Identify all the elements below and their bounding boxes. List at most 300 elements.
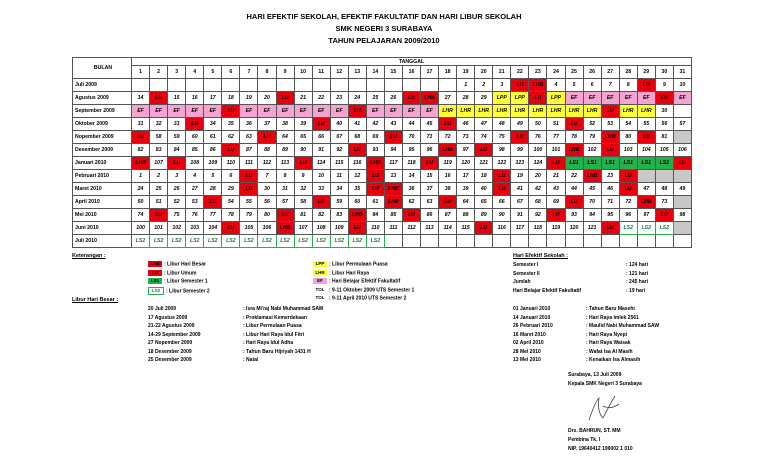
- day-cell: 39: [457, 183, 475, 196]
- day-number: 19: [457, 66, 475, 79]
- day-cell: 27: [186, 183, 204, 196]
- day-cell: 87: [439, 209, 457, 222]
- day-cell: LS2: [637, 222, 655, 235]
- day-cell: 106: [258, 222, 276, 235]
- day-cell: 52: [168, 196, 186, 209]
- month-label: Januari 2010: [73, 157, 132, 170]
- month-label: Oktober 2009: [73, 118, 132, 131]
- day-cell: LU: [294, 157, 312, 170]
- day-cell: 53: [186, 196, 204, 209]
- day-cell: 8: [619, 79, 637, 92]
- holiday-date: 18 Desember 2009: [148, 348, 192, 355]
- day-cell: 10: [673, 79, 691, 92]
- day-cell: [673, 222, 691, 235]
- day-number: 17: [421, 66, 439, 79]
- day-cell: 115: [330, 157, 348, 170]
- day-cell: 41: [511, 183, 529, 196]
- day-number: 7: [240, 66, 258, 79]
- legend-swatch: LS1: [148, 278, 162, 284]
- day-cell: LU: [276, 209, 294, 222]
- sign-place-date: Surabaya, 13 Juli 2009: [568, 372, 622, 378]
- day-cell: 101: [150, 222, 168, 235]
- holiday-desc: : Maulid Nabi Muhammad SAW: [586, 323, 660, 329]
- day-cell: 56: [258, 196, 276, 209]
- day-cell: LU: [366, 170, 384, 183]
- day-cell: 40: [475, 183, 493, 196]
- efektif-label: Semester I: [513, 262, 539, 268]
- efektif-label: Hari Belajar Efektif Fakultatif: [513, 287, 582, 294]
- legend-label: : Hari Belajar Efektif Fakultatif: [329, 278, 401, 285]
- day-cell: 104: [204, 222, 222, 235]
- day-cell: LU: [348, 105, 366, 118]
- day-cell: LU: [493, 183, 511, 196]
- day-cell: 97: [637, 209, 655, 222]
- day-cell: 33: [312, 183, 330, 196]
- legend-label: : 9-11 April 2010 UTS Semester 2: [329, 295, 407, 302]
- day-cell: 102: [168, 222, 186, 235]
- table-row: [73, 92, 692, 105]
- day-cell: LS2: [204, 235, 222, 248]
- holiday-date: 26 Pebruari 2010: [513, 323, 553, 329]
- day-cell: 1: [132, 170, 150, 183]
- day-cell: 85: [186, 144, 204, 157]
- day-cell: LU: [529, 92, 547, 105]
- day-cell: 29: [222, 183, 240, 196]
- day-cell: LHR: [493, 105, 511, 118]
- day-cell: [655, 170, 673, 183]
- day-cell: 88: [258, 144, 276, 157]
- day-cell: LPP: [493, 92, 511, 105]
- day-cell: 72: [439, 131, 457, 144]
- month-label: Juli 2009: [73, 79, 132, 92]
- table-row: [73, 131, 692, 144]
- legend-label: : Libur Hari Besar: [164, 261, 206, 268]
- holiday-desc: : Natal: [243, 357, 259, 363]
- day-cell: 8: [276, 170, 294, 183]
- day-cell: [673, 235, 691, 248]
- day-cell: 101: [547, 144, 565, 157]
- legend-swatch: LS2: [148, 287, 164, 295]
- day-cell: 118: [529, 222, 547, 235]
- day-cell: 107: [150, 157, 168, 170]
- holiday-desc: : Tahun Baru Hijriyah 1431 H: [243, 348, 311, 355]
- day-cell: 35: [348, 183, 366, 196]
- day-cell: 30: [258, 183, 276, 196]
- day-number: 4: [186, 66, 204, 79]
- day-cell: LU: [421, 157, 439, 170]
- day-cell: LU: [168, 157, 186, 170]
- day-cell: 62: [402, 196, 420, 209]
- day-cell: EF: [240, 105, 258, 118]
- day-cell: 46: [457, 118, 475, 131]
- efektif-title: Hari Efektif Sekolah :: [513, 253, 569, 259]
- day-cell: [529, 235, 547, 248]
- day-cell: 122: [493, 157, 511, 170]
- day-cell: 120: [457, 157, 475, 170]
- day-cell: LHR: [583, 105, 601, 118]
- day-cell: 85: [384, 209, 402, 222]
- table-row: [73, 170, 692, 183]
- day-cell: 55: [240, 196, 258, 209]
- day-cell: 38: [276, 118, 294, 131]
- day-cell: LS2: [312, 235, 330, 248]
- day-number: 3: [168, 66, 186, 79]
- day-cell: LU: [366, 183, 384, 196]
- day-cell: [204, 79, 222, 92]
- day-cell: 49: [673, 183, 691, 196]
- day-cell: 116: [493, 222, 511, 235]
- day-cell: [475, 235, 493, 248]
- day-cell: 114: [312, 157, 330, 170]
- day-cell: LU: [222, 222, 240, 235]
- day-number: 13: [348, 66, 366, 79]
- day-cell: 54: [222, 196, 240, 209]
- day-cell: EF: [421, 105, 439, 118]
- day-cell: [637, 170, 655, 183]
- day-cell: [258, 79, 276, 92]
- legend-label: : Libur Permulaan Puasa: [329, 261, 388, 268]
- day-cell: LHR: [565, 105, 583, 118]
- day-cell: 117: [511, 222, 529, 235]
- day-cell: 5: [204, 170, 222, 183]
- day-cell: LS1: [583, 157, 601, 170]
- day-cell: [402, 79, 420, 92]
- day-cell: [565, 235, 583, 248]
- month-label: Nopember 2009: [73, 131, 132, 144]
- day-cell: 50: [132, 196, 150, 209]
- day-cell: LU: [637, 79, 655, 92]
- day-cell: EF: [276, 105, 294, 118]
- day-cell: [439, 235, 457, 248]
- day-cell: EF: [673, 92, 691, 105]
- day-cell: 12: [348, 170, 366, 183]
- day-cell: 103: [619, 144, 637, 157]
- day-cell: LHR: [529, 105, 547, 118]
- day-cell: 36: [240, 118, 258, 131]
- day-number: 12: [330, 66, 348, 79]
- day-cell: 28: [457, 92, 475, 105]
- day-cell: 45: [421, 118, 439, 131]
- day-cell: 100: [529, 144, 547, 157]
- month-label: Juli 2010: [73, 235, 132, 248]
- holiday-date: 14-29 September 2009: [148, 331, 201, 338]
- day-cell: 16: [186, 92, 204, 105]
- day-number: 29: [637, 66, 655, 79]
- day-cell: 96: [619, 209, 637, 222]
- day-cell: LU: [312, 196, 330, 209]
- day-cell: 100: [132, 222, 150, 235]
- day-cell: LHB: [601, 131, 619, 144]
- holiday-date: 02 April 2010: [513, 340, 544, 346]
- day-cell: EF: [619, 92, 637, 105]
- day-cell: 86: [421, 209, 439, 222]
- day-cell: 115: [457, 222, 475, 235]
- day-cell: 46: [601, 183, 619, 196]
- day-number: 25: [565, 66, 583, 79]
- day-cell: 93: [366, 144, 384, 157]
- day-cell: 43: [384, 118, 402, 131]
- day-cell: 113: [421, 222, 439, 235]
- day-cell: 105: [655, 144, 673, 157]
- day-cell: 74: [475, 131, 493, 144]
- day-cell: 87: [240, 144, 258, 157]
- day-cell: 15: [168, 92, 186, 105]
- holiday-desc: : Hari Raya Waisak: [586, 340, 631, 346]
- day-number: 10: [294, 66, 312, 79]
- day-cell: [619, 235, 637, 248]
- day-cell: 35: [222, 118, 240, 131]
- day-cell: [330, 79, 348, 92]
- keterangan-title: Keterangan :: [72, 253, 106, 259]
- day-cell: 75: [168, 209, 186, 222]
- month-header: BULAN: [73, 58, 132, 79]
- day-cell: LU: [565, 118, 583, 131]
- sign-name: Drs. BAHRUN, ST. MM: [568, 428, 621, 434]
- day-cell: 99: [511, 144, 529, 157]
- day-cell: EF: [186, 105, 204, 118]
- day-cell: 30: [655, 105, 673, 118]
- day-cell: 106: [673, 144, 691, 157]
- day-cell: 80: [619, 131, 637, 144]
- day-cell: LPP: [511, 92, 529, 105]
- day-cell: 16: [439, 170, 457, 183]
- day-cell: 17: [204, 92, 222, 105]
- day-cell: LU: [601, 222, 619, 235]
- day-cell: LU: [150, 92, 168, 105]
- day-cell: 92: [529, 209, 547, 222]
- day-cell: 61: [366, 196, 384, 209]
- day-cell: 111: [240, 157, 258, 170]
- day-cell: [583, 235, 601, 248]
- efektif-value: : 124 hari: [626, 262, 648, 268]
- day-cell: LU: [348, 144, 366, 157]
- holiday-desc: : Kenaikan Isa Almasih: [586, 357, 641, 363]
- day-cell: 55: [637, 118, 655, 131]
- table-row: [73, 157, 692, 170]
- day-cell: [421, 79, 439, 92]
- day-cell: 66: [493, 196, 511, 209]
- table-row: [73, 79, 692, 92]
- day-cell: 90: [493, 209, 511, 222]
- day-cell: 104: [637, 144, 655, 157]
- day-number: 27: [601, 66, 619, 79]
- day-cell: 9: [294, 170, 312, 183]
- day-cell: EF: [366, 105, 384, 118]
- day-cell: 51: [547, 118, 565, 131]
- legend-swatch: LPP: [313, 261, 327, 267]
- day-cell: 117: [384, 157, 402, 170]
- day-cell: 34: [204, 118, 222, 131]
- day-number: 5: [204, 66, 222, 79]
- holiday-date: 27 Nopember 2009: [148, 340, 193, 346]
- day-cell: LHR: [511, 105, 529, 118]
- day-cell: LHB: [439, 144, 457, 157]
- day-cell: 9: [655, 79, 673, 92]
- day-cell: LU: [439, 196, 457, 209]
- day-cell: 68: [348, 131, 366, 144]
- day-cell: 97: [457, 144, 475, 157]
- day-cell: 112: [402, 222, 420, 235]
- day-cell: 3: [168, 170, 186, 183]
- day-cell: 47: [637, 183, 655, 196]
- day-cell: 72: [619, 196, 637, 209]
- day-cell: 57: [276, 196, 294, 209]
- day-cell: 26: [168, 183, 186, 196]
- day-cell: LS1: [637, 157, 655, 170]
- day-cell: LU: [402, 92, 420, 105]
- day-cell: 83: [330, 209, 348, 222]
- day-cell: EF: [384, 105, 402, 118]
- day-cell: LU: [619, 183, 637, 196]
- day-cell: [168, 79, 186, 92]
- day-cell: 98: [493, 144, 511, 157]
- day-cell: 95: [601, 209, 619, 222]
- holiday-desc: : Proklamasi Kemerdekaan: [243, 314, 307, 321]
- holiday-desc: : Isra Mi'raj Nabi Muhammad SAW: [243, 306, 324, 312]
- day-cell: 45: [583, 183, 601, 196]
- day-cell: 114: [439, 222, 457, 235]
- day-cell: [673, 196, 691, 209]
- day-cell: LS2: [330, 235, 348, 248]
- day-cell: 54: [619, 118, 637, 131]
- day-cell: 51: [150, 196, 168, 209]
- day-cell: [366, 79, 384, 92]
- day-cell: 37: [421, 183, 439, 196]
- day-cell: 13: [384, 170, 402, 183]
- day-cell: [294, 79, 312, 92]
- day-cell: 14: [402, 170, 420, 183]
- legend-item: [148, 278, 208, 284]
- day-cell: 78: [565, 131, 583, 144]
- month-label: Mei 2010: [73, 209, 132, 222]
- day-cell: 67: [330, 131, 348, 144]
- day-cell: 22: [565, 170, 583, 183]
- date-header: TANGGAL: [132, 58, 692, 66]
- day-cell: LS2: [619, 222, 637, 235]
- day-number: 24: [547, 66, 565, 79]
- day-cell: LS2: [258, 235, 276, 248]
- day-cell: EF: [204, 105, 222, 118]
- day-cell: 91: [312, 144, 330, 157]
- day-cell: 3: [493, 79, 511, 92]
- day-number: 8: [258, 66, 276, 79]
- efektif-value: : 19 hari: [626, 287, 646, 294]
- day-cell: 108: [186, 157, 204, 170]
- day-cell: 103: [186, 222, 204, 235]
- day-cell: 71: [601, 196, 619, 209]
- day-cell: 24: [132, 183, 150, 196]
- day-cell: 116: [348, 157, 366, 170]
- day-cell: 76: [529, 131, 547, 144]
- day-cell: 119: [439, 157, 457, 170]
- day-cell: 53: [601, 118, 619, 131]
- day-cell: LU: [276, 92, 294, 105]
- day-cell: 48: [655, 183, 673, 196]
- day-cell: LHB: [276, 222, 294, 235]
- day-cell: 109: [204, 157, 222, 170]
- day-cell: LS2: [348, 235, 366, 248]
- day-cell: LS2: [186, 235, 204, 248]
- day-cell: 82: [312, 209, 330, 222]
- legend-swatch: LU: [148, 270, 162, 276]
- day-cell: 94: [384, 144, 402, 157]
- day-cell: 93: [565, 209, 583, 222]
- day-cell: 89: [276, 144, 294, 157]
- calendar-table: [72, 57, 692, 248]
- day-cell: 102: [583, 144, 601, 157]
- day-cell: 120: [565, 222, 583, 235]
- day-cell: EF: [132, 105, 150, 118]
- day-cell: LS2: [240, 235, 258, 248]
- day-cell: 41: [348, 118, 366, 131]
- table-row: [73, 209, 692, 222]
- day-cell: 26: [384, 92, 402, 105]
- day-cell: 121: [583, 222, 601, 235]
- holiday-desc: : Libur Permulaan Puasa: [243, 323, 302, 329]
- efektif-value: : 121 hari: [626, 270, 648, 277]
- day-cell: 36: [402, 183, 420, 196]
- legend-label: : Libur Semester 2: [166, 287, 210, 294]
- day-number: 22: [511, 66, 529, 79]
- day-cell: 1: [457, 79, 475, 92]
- day-cell: 111: [384, 222, 402, 235]
- day-cell: 34: [330, 183, 348, 196]
- day-cell: 18: [222, 92, 240, 105]
- day-cell: 19: [240, 92, 258, 105]
- day-cell: 15: [421, 170, 439, 183]
- day-cell: LU: [222, 144, 240, 157]
- day-number: 18: [439, 66, 457, 79]
- day-cell: LS1: [619, 157, 637, 170]
- day-cell: 89: [475, 209, 493, 222]
- day-cell: LU: [222, 105, 240, 118]
- day-cell: 17: [457, 170, 475, 183]
- day-cell: 42: [529, 183, 547, 196]
- legend-label: : 9-11 Oktober 2009 UTS Semester 1: [329, 286, 415, 293]
- day-cell: 112: [258, 157, 276, 170]
- day-cell: LU: [150, 209, 168, 222]
- day-cell: [637, 235, 655, 248]
- day-cell: EF: [258, 105, 276, 118]
- month-label: April 2010: [73, 196, 132, 209]
- day-number: 2: [150, 66, 168, 79]
- day-cell: 80: [258, 209, 276, 222]
- day-cell: LU: [258, 131, 276, 144]
- day-number: 20: [475, 66, 493, 79]
- day-cell: 58: [294, 196, 312, 209]
- day-cell: LU: [402, 209, 420, 222]
- day-cell: LU: [655, 209, 673, 222]
- day-cell: LHB: [132, 157, 150, 170]
- day-cell: 6: [222, 170, 240, 183]
- day-cell: EF: [601, 92, 619, 105]
- day-cell: 50: [529, 118, 547, 131]
- day-cell: 84: [168, 144, 186, 157]
- day-cell: LHB: [637, 196, 655, 209]
- doc-title-1: HARI EFEKTIF SEKOLAH, EFEKTIF FAKULTATIF DAN HARI LIBUR SEKOLAH: [246, 12, 522, 21]
- legend-item: [313, 278, 400, 284]
- day-cell: 29: [475, 92, 493, 105]
- day-cell: LU: [204, 196, 222, 209]
- day-cell: 64: [276, 131, 294, 144]
- day-cell: 20: [529, 170, 547, 183]
- day-cell: [384, 79, 402, 92]
- holiday-date: 25 Desember 2009: [148, 357, 192, 363]
- table-row: [73, 118, 692, 131]
- day-cell: 19: [511, 170, 529, 183]
- day-cell: [493, 235, 511, 248]
- holiday-desc: : Hari Raya Idul Adha: [243, 340, 294, 346]
